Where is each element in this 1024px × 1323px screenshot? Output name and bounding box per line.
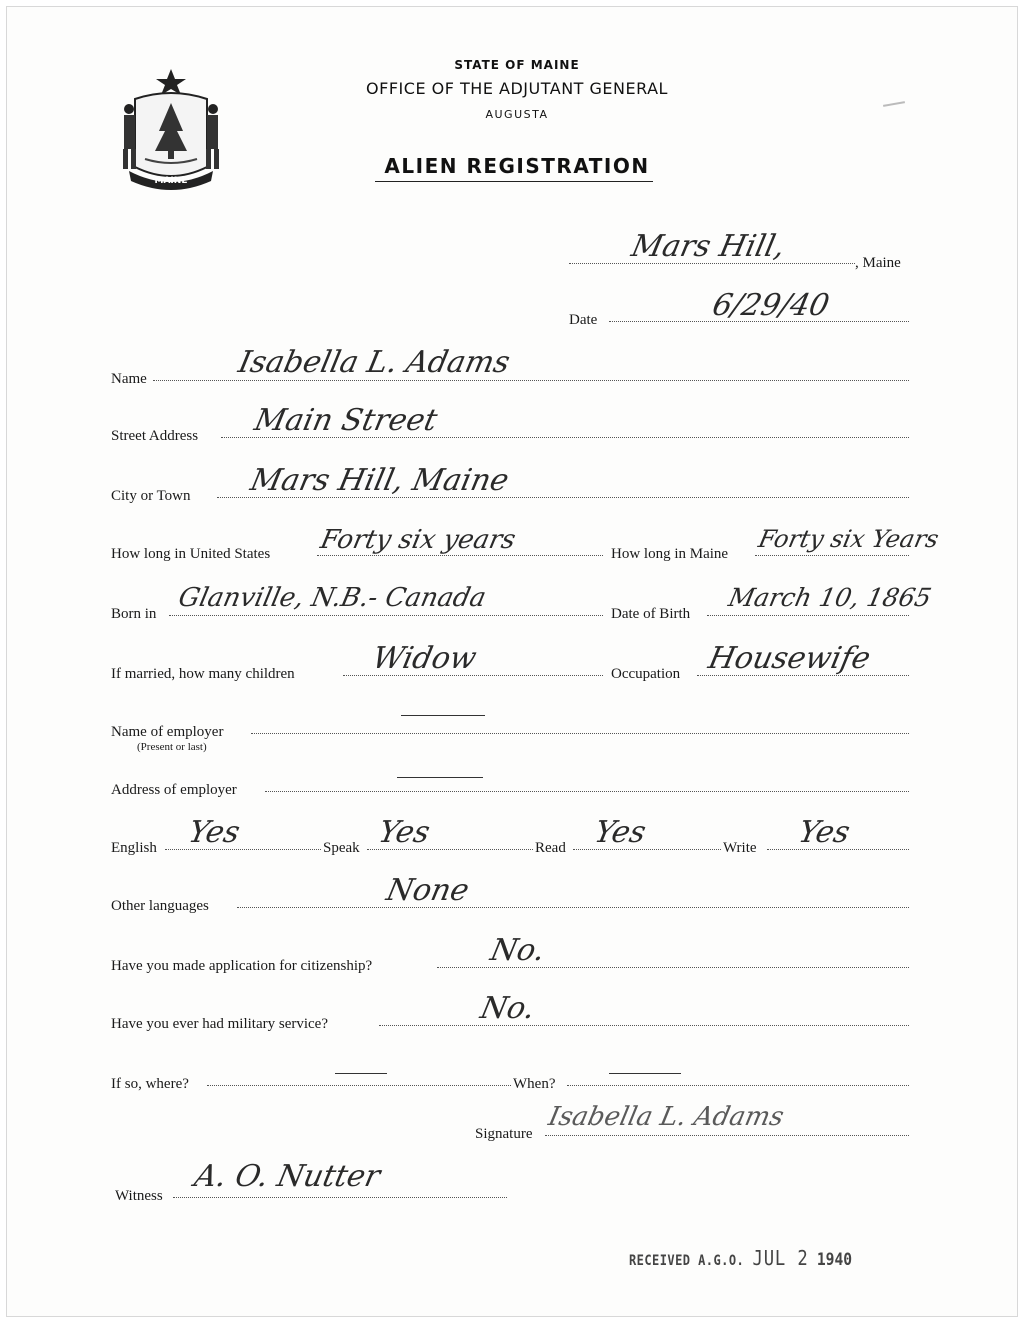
maine-value: Forty six Years	[756, 525, 942, 553]
other-lang-value: None	[383, 873, 473, 908]
maine-label: How long in Maine	[611, 546, 729, 562]
write-label: Write	[723, 840, 757, 856]
employer-sublabel: (Present or last)	[137, 741, 207, 753]
town-value: Mars Hill,	[628, 229, 789, 264]
title-underline	[375, 181, 653, 182]
name-dotted-line	[153, 380, 909, 381]
where-label: If so, where?	[111, 1076, 189, 1092]
occupation-value: Housewife	[705, 641, 874, 676]
date-label: Date	[569, 312, 598, 328]
received-stamp	[629, 1246, 852, 1270]
employer-address-label: Address of employer	[111, 782, 237, 798]
where-blank-dash	[335, 1073, 387, 1074]
born-dotted-line	[169, 615, 603, 616]
stamp-received-text: RECEIVED A.G.O.	[629, 1253, 745, 1269]
maine-dotted-line	[755, 555, 909, 556]
military-label: Have you ever had military service?	[111, 1016, 328, 1032]
dob-value: March 10, 1865	[725, 583, 934, 612]
english-label: English	[111, 840, 157, 856]
children-value: Widow	[369, 641, 480, 676]
stamp-date-text: JUL 2	[752, 1246, 809, 1270]
city-label: City or Town	[111, 488, 191, 504]
when-dotted-line	[567, 1085, 909, 1086]
dob-label: Date of Birth	[611, 606, 691, 622]
date-value: 6/29/40	[709, 288, 833, 323]
employer-address-dotted-line	[265, 791, 909, 792]
when-blank-dash	[609, 1073, 681, 1074]
stamp-year-text: 1940	[816, 1250, 853, 1270]
occupation-label: Occupation	[611, 666, 681, 682]
english-value: Yes	[185, 815, 244, 850]
citizenship-label: Have you made application for citizenship?	[111, 958, 373, 974]
office-heading: OFFICE OF THE ADJUTANT GENERAL	[366, 79, 668, 98]
military-value: No.	[477, 991, 539, 1026]
signature-label: Signature	[475, 1126, 533, 1142]
maine-seal-icon	[115, 67, 227, 193]
other-lang-dotted-line	[237, 907, 909, 908]
witness-label: Witness	[115, 1188, 163, 1204]
employer-dotted-line	[251, 733, 909, 734]
read-value: Yes	[591, 815, 650, 850]
us-value: Forty six years	[317, 525, 519, 555]
name-label: Name	[111, 371, 147, 387]
town-suffix-label: , Maine	[855, 255, 901, 271]
witness-dotted-line	[173, 1197, 507, 1198]
read-label: Read	[535, 840, 566, 856]
us-dotted-line	[317, 555, 603, 556]
children-label: If married, how many children	[111, 666, 295, 682]
us-label: How long in United States	[111, 546, 271, 562]
signature-dotted-line	[545, 1135, 909, 1136]
signature-value: Isabella L. Adams	[545, 1102, 787, 1132]
registration-form	[6, 6, 1018, 1317]
where-dotted-line	[207, 1085, 511, 1086]
form-title: ALIEN REGISTRATION	[384, 154, 650, 178]
city-value: Mars Hill, Maine	[247, 463, 512, 498]
witness-value: A. O. Nutter	[191, 1159, 384, 1194]
pencil-mark	[883, 101, 905, 107]
street-label: Street Address	[111, 428, 199, 444]
speak-label: Speak	[323, 840, 360, 856]
employer-blank-dash	[401, 715, 485, 716]
employer-address-blank-dash	[397, 777, 483, 778]
born-value: Glanville, N.B.- Canada	[175, 583, 489, 613]
dob-dotted-line	[707, 615, 909, 616]
street-value: Main Street	[251, 403, 441, 438]
other-lang-label: Other languages	[111, 898, 209, 914]
when-label: When?	[513, 1076, 556, 1092]
military-dotted-line	[379, 1025, 909, 1026]
born-label: Born in	[111, 606, 157, 622]
citizenship-value: No.	[487, 933, 549, 968]
employer-label: Name of employer	[111, 724, 224, 740]
state-heading: STATE OF MAINE	[454, 58, 580, 72]
seal-text: MAINE	[154, 176, 188, 186]
speak-value: Yes	[375, 815, 434, 850]
city-heading: AUGUSTA	[485, 108, 549, 121]
write-value: Yes	[795, 815, 854, 850]
name-value: Isabella L. Adams	[235, 345, 514, 380]
